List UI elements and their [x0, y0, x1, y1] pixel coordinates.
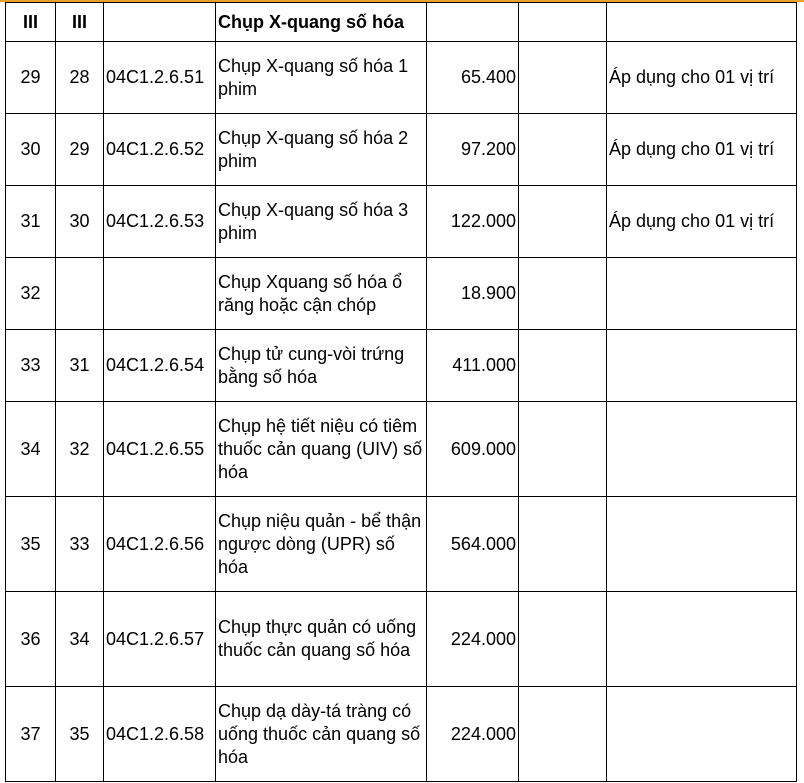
row-stt: 30 [6, 114, 56, 186]
row-note [607, 258, 797, 330]
row-extra [519, 258, 607, 330]
row-name: Chụp X-quang số hóa 3 phim [216, 186, 427, 258]
header-col5 [427, 3, 519, 42]
table-row [6, 592, 797, 687]
row-note [607, 402, 797, 497]
row-extra [519, 42, 607, 114]
row-name: Chụp X-quang số hóa 2 phim [216, 114, 427, 186]
price-table [5, 2, 797, 782]
row-stt: 35 [6, 497, 56, 592]
header-col1: III [6, 3, 56, 42]
row-price: 65.400 [427, 42, 519, 114]
row-stt2: 28 [56, 42, 104, 114]
row-note: Áp dụng cho 01 vị trí [607, 42, 797, 114]
row-note [607, 330, 797, 402]
row-code: 04C1.2.6.54 [104, 330, 216, 402]
row-code: 04C1.2.6.56 [104, 497, 216, 592]
row-name: Chụp X-quang số hóa 1 phim [216, 42, 427, 114]
row-price: 97.200 [427, 114, 519, 186]
row-code: 04C1.2.6.58 [104, 687, 216, 782]
row-code: 04C1.2.6.57 [104, 592, 216, 687]
row-code: 04C1.2.6.55 [104, 402, 216, 497]
row-name: Chụp tử cung-vòi trứng bằng số hóa [216, 330, 427, 402]
row-extra [519, 114, 607, 186]
table-row [6, 186, 797, 258]
row-name: Chụp thực quản có uống thuốc cản quang số hóa [216, 592, 427, 687]
row-price: 224.000 [427, 687, 519, 782]
row-stt2: 35 [56, 687, 104, 782]
row-code: 04C1.2.6.53 [104, 186, 216, 258]
row-stt: 37 [6, 687, 56, 782]
row-stt2: 34 [56, 592, 104, 687]
row-stt2 [56, 258, 104, 330]
header-col3 [104, 3, 216, 42]
row-name: Chụp dạ dày-tá tràng có uống thuốc cản quang số hóa [216, 687, 427, 782]
table-row [6, 330, 797, 402]
row-stt: 34 [6, 402, 56, 497]
header-col6 [519, 3, 607, 42]
row-extra [519, 592, 607, 687]
row-note: Áp dụng cho 01 vị trí [607, 114, 797, 186]
section-header-row [6, 3, 797, 42]
row-stt: 31 [6, 186, 56, 258]
row-extra [519, 402, 607, 497]
row-price: 224.000 [427, 592, 519, 687]
row-price: 18.900 [427, 258, 519, 330]
row-price: 122.000 [427, 186, 519, 258]
row-extra [519, 330, 607, 402]
row-stt: 29 [6, 42, 56, 114]
row-stt: 32 [6, 258, 56, 330]
row-stt: 36 [6, 592, 56, 687]
header-col2: III [56, 3, 104, 42]
table-row [6, 402, 797, 497]
row-stt2: 30 [56, 186, 104, 258]
row-price: 564.000 [427, 497, 519, 592]
row-stt2: 29 [56, 114, 104, 186]
row-note [607, 687, 797, 782]
row-price: 411.000 [427, 330, 519, 402]
row-note [607, 592, 797, 687]
row-note [607, 497, 797, 592]
table-row [6, 42, 797, 114]
row-stt2: 31 [56, 330, 104, 402]
row-stt2: 33 [56, 497, 104, 592]
header-col7 [607, 3, 797, 42]
table-row [6, 497, 797, 592]
row-extra [519, 497, 607, 592]
row-name: Chụp hệ tiết niệu có tiêm thuốc cản quang (UIV) số hóa [216, 402, 427, 497]
row-price: 609.000 [427, 402, 519, 497]
table-row [6, 258, 797, 330]
row-code: 04C1.2.6.52 [104, 114, 216, 186]
row-note: Áp dụng cho 01 vị trí [607, 186, 797, 258]
row-name: Chụp Xquang số hóa ổ răng hoặc cận chóp [216, 258, 427, 330]
row-extra [519, 687, 607, 782]
table-row [6, 114, 797, 186]
row-code [104, 258, 216, 330]
row-stt: 33 [6, 330, 56, 402]
section-title: Chụp X-quang số hóa [216, 3, 427, 42]
row-name: Chụp niệu quản - bể thận ngược dòng (UPR) số hóa [216, 497, 427, 592]
table-row [6, 687, 797, 782]
row-extra [519, 186, 607, 258]
row-code: 04C1.2.6.51 [104, 42, 216, 114]
row-stt2: 32 [56, 402, 104, 497]
